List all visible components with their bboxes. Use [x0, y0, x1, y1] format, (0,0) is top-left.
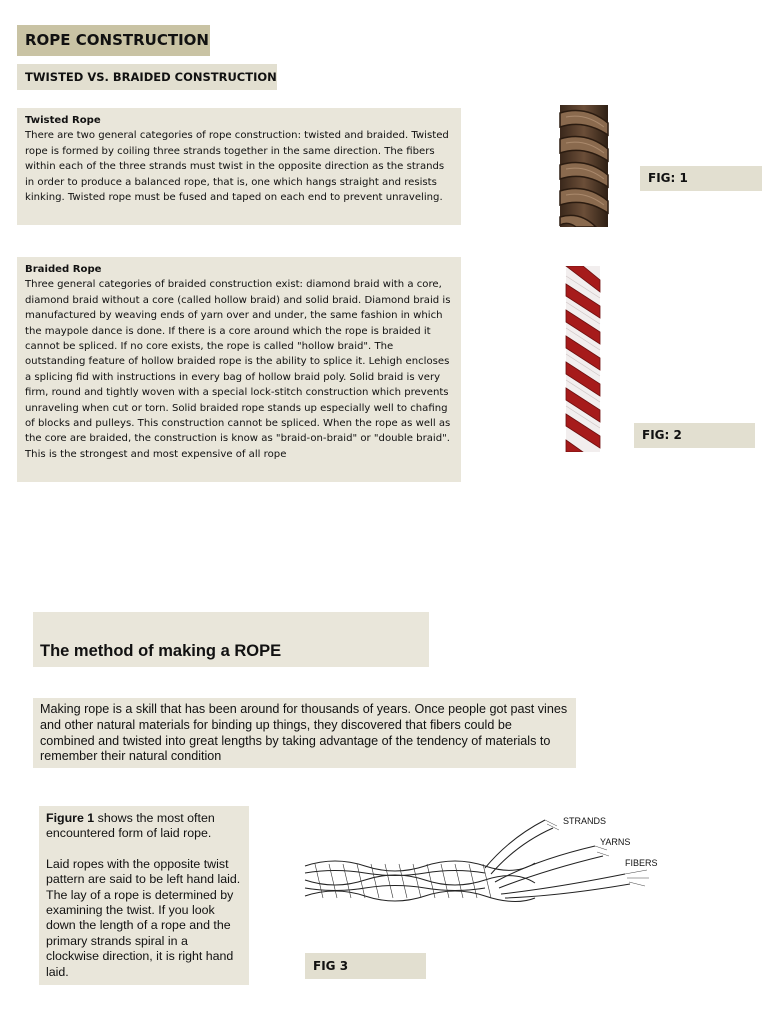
page-title: ROPE CONSTRUCTION [17, 25, 210, 56]
section-subtitle: TWISTED VS. BRAIDED CONSTRUCTION [17, 64, 277, 90]
twisted-rope-text: There are two general categories of rope construction: twisted and braided. Twisted rope is formed by coiling three strands together in the same direction. The fibers within each of the three strands must twist in the opposite direction as the strands in order to produce a balanced rope, that is, one which hangs straight and resists kinking. Twisted rope must be fused and taped on each end to prevent unraveling. [25, 130, 449, 204]
figure-1-note [39, 806, 249, 985]
braided-rope-panel [17, 257, 461, 482]
twisted-rope-heading: Twisted Rope [25, 115, 101, 126]
braided-rope-image [563, 266, 603, 452]
braided-rope-text: Three general categories of braided construction exist: diamond braid with a core, diamond braid without a core (called hollow braid) and solid braid. Diamond braid is manufactured by weaving ends of yarn over and under, the same fashion in which the maypole dance is done. If there is a core around which the rope is braided it cannot be spliced. If no core exists, the rope is called "hollow braid". The outstanding feature of hollow braided rope is the ability to splice it. Lehigh encloses a splicing fid with instructions in every bag of hollow braid poly. Solid braid is very firm, round and tightly woven with a special lock-stitch construction which prevents unraveling when cut or torn. Solid braided rope stands up especially well to chafing of blocks and pulleys. This construction cannot be spliced. When the rope as well as the core are braided, the construction is know as "braid-on-braid" or "double braid". This is the strongest and most expensive of all rope [25, 279, 451, 460]
fig-3-label: FIG 3 [305, 953, 426, 979]
method-title: The method of making a ROPE [33, 612, 429, 667]
method-intro-text: Making rope is a skill that has been around for thousands of years. Once people got past vines and other natural materials for binding up things, they discovered that fibers could be combined and twisted into great lengths by taking advantage of the tendency of materials to remember their natural condition [33, 698, 576, 768]
strands-label: STRANDS [563, 816, 607, 826]
fibers-label: FIBERS [625, 858, 658, 868]
braided-rope-heading: Braided Rope [25, 264, 102, 275]
figure-1-lead [46, 811, 242, 842]
figure-1-bold: Figure 1 [46, 811, 95, 825]
twisted-rope-panel [17, 108, 461, 225]
rope-structure-diagram [295, 808, 675, 928]
yarns-label: YARNS [600, 837, 631, 847]
figure-1-lead-text: shows the most often encountered form of laid rope. [46, 811, 215, 841]
fig-2-label: FIG: 2 [634, 423, 755, 448]
fig-1-label: FIG: 1 [640, 166, 762, 191]
twisted-rope-image [556, 105, 612, 227]
figure-1-body: Laid ropes with the opposite twist pattern are said to be left hand laid. The lay of a rope is determined by examining the twist. If you look down the length of a rope and the primary strands spiral in a clockwise direction, it is right hand laid. [46, 856, 241, 979]
